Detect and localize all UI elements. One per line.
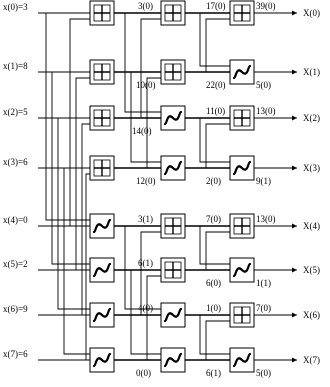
cross-wire: [206, 19, 230, 72]
stage1-node-7: [90, 348, 114, 372]
input-label-2: x(2)=5: [3, 107, 28, 117]
stage2-node-1: [161, 60, 185, 84]
arrow-head-icon: [292, 166, 297, 171]
stage1-value-7: 0(0): [136, 368, 151, 378]
stage2-value-7: 6(1): [206, 368, 221, 378]
output-label-4: X(4): [303, 221, 320, 231]
input-label-4: x(4)=0: [3, 215, 28, 225]
stage1-value-1: 10(0): [136, 80, 156, 90]
stage3-value-3: 9(1): [256, 176, 271, 186]
stage1-value-3: 12(0): [136, 176, 156, 186]
stage1-node-5: [90, 258, 114, 282]
stage1-value-2: 14(0): [132, 126, 152, 136]
stage2-node-5: [161, 258, 185, 282]
output-label-1: X(1): [303, 67, 320, 77]
output-label-2: X(2): [303, 113, 320, 123]
input-label-1: x(1)=8: [3, 61, 28, 71]
arrow-head-icon: [292, 268, 297, 273]
output-label-0: X(0): [303, 8, 320, 18]
stage2-node-2: [161, 106, 185, 130]
stage3-node-7: [230, 348, 254, 372]
cross-wire: [70, 19, 90, 226]
cross-wire: [125, 13, 161, 112]
stage2-value-1: 22(0): [206, 80, 226, 90]
stage3-value-6: 7(0): [256, 303, 271, 313]
output-label-7: X(7): [303, 355, 320, 365]
stage2-value-3: 2(0): [206, 176, 221, 186]
input-label-0: x(0)=3: [3, 2, 28, 12]
stage2-node-3: [161, 156, 185, 180]
cross-wire: [200, 13, 230, 66]
stage3-value-0: 39(0): [256, 1, 276, 11]
stage2-node-7: [161, 348, 185, 372]
stage3-node-4: [230, 214, 254, 238]
stage1-value-5: 6(1): [138, 258, 153, 268]
stage3-node-0: [230, 1, 254, 25]
stage1-value-6: 4(0): [138, 303, 153, 313]
stage1-value-0: 3(0): [138, 1, 153, 11]
stage1-node-4: [90, 214, 114, 238]
arrow-head-icon: [292, 313, 297, 318]
input-label-7: x(7)=6: [3, 349, 28, 359]
stage3-value-4: 13(0): [256, 214, 276, 224]
stage2-value-6: 1(0): [206, 303, 221, 313]
stage3-node-3: [230, 156, 254, 180]
stage1-node-1: [90, 60, 114, 84]
arrow-head-icon: [292, 358, 297, 363]
processing-nodes: [90, 1, 254, 372]
stage3-value-7: 5(0): [256, 368, 271, 378]
stage2-value-2: 11(0): [206, 106, 226, 116]
output-label-3: X(3): [303, 163, 320, 173]
stage2-node-4: [161, 214, 185, 238]
stage1-node-6: [90, 303, 114, 327]
output-label-6: X(6): [303, 310, 320, 320]
output-label-5: X(5): [303, 265, 320, 275]
stage2-node-6: [161, 303, 185, 327]
cross-wire: [58, 118, 90, 309]
stage3-node-6: [230, 303, 254, 327]
cross-wire: [147, 78, 161, 168]
input-label-3: x(3)=6: [3, 157, 28, 167]
cross-wire: [141, 19, 161, 118]
stage1-node-3: [90, 156, 114, 180]
stage1-value-4: 3(1): [138, 214, 153, 224]
stage1-node-0: [90, 1, 114, 25]
arrow-head-icon: [292, 11, 297, 16]
cross-wire: [46, 13, 90, 220]
arrow-head-icon: [292, 116, 297, 121]
stage3-node-2: [230, 106, 254, 130]
cross-wire: [147, 276, 161, 360]
cross-wire: [200, 118, 230, 162]
arrow-head-icon: [292, 224, 297, 229]
stage3-node-1: [230, 60, 254, 84]
stage3-value-2: 13(0): [256, 106, 276, 116]
stage2-value-0: 17(0): [206, 1, 226, 11]
stage2-node-0: [161, 1, 185, 25]
input-label-6: x(6)=9: [3, 304, 28, 314]
stage3-node-5: [230, 258, 254, 282]
input-label-5: x(5)=2: [3, 259, 28, 269]
cross-wire: [206, 124, 230, 168]
arrow-head-icon: [292, 70, 297, 75]
cross-wire: [86, 174, 90, 360]
stage1-node-2: [90, 106, 114, 130]
stage3-value-5: 1(1): [256, 278, 271, 288]
stage2-value-5: 6(0): [206, 278, 221, 288]
stage2-value-4: 7(0): [206, 214, 221, 224]
stage3-value-1: 5(0): [256, 80, 271, 90]
